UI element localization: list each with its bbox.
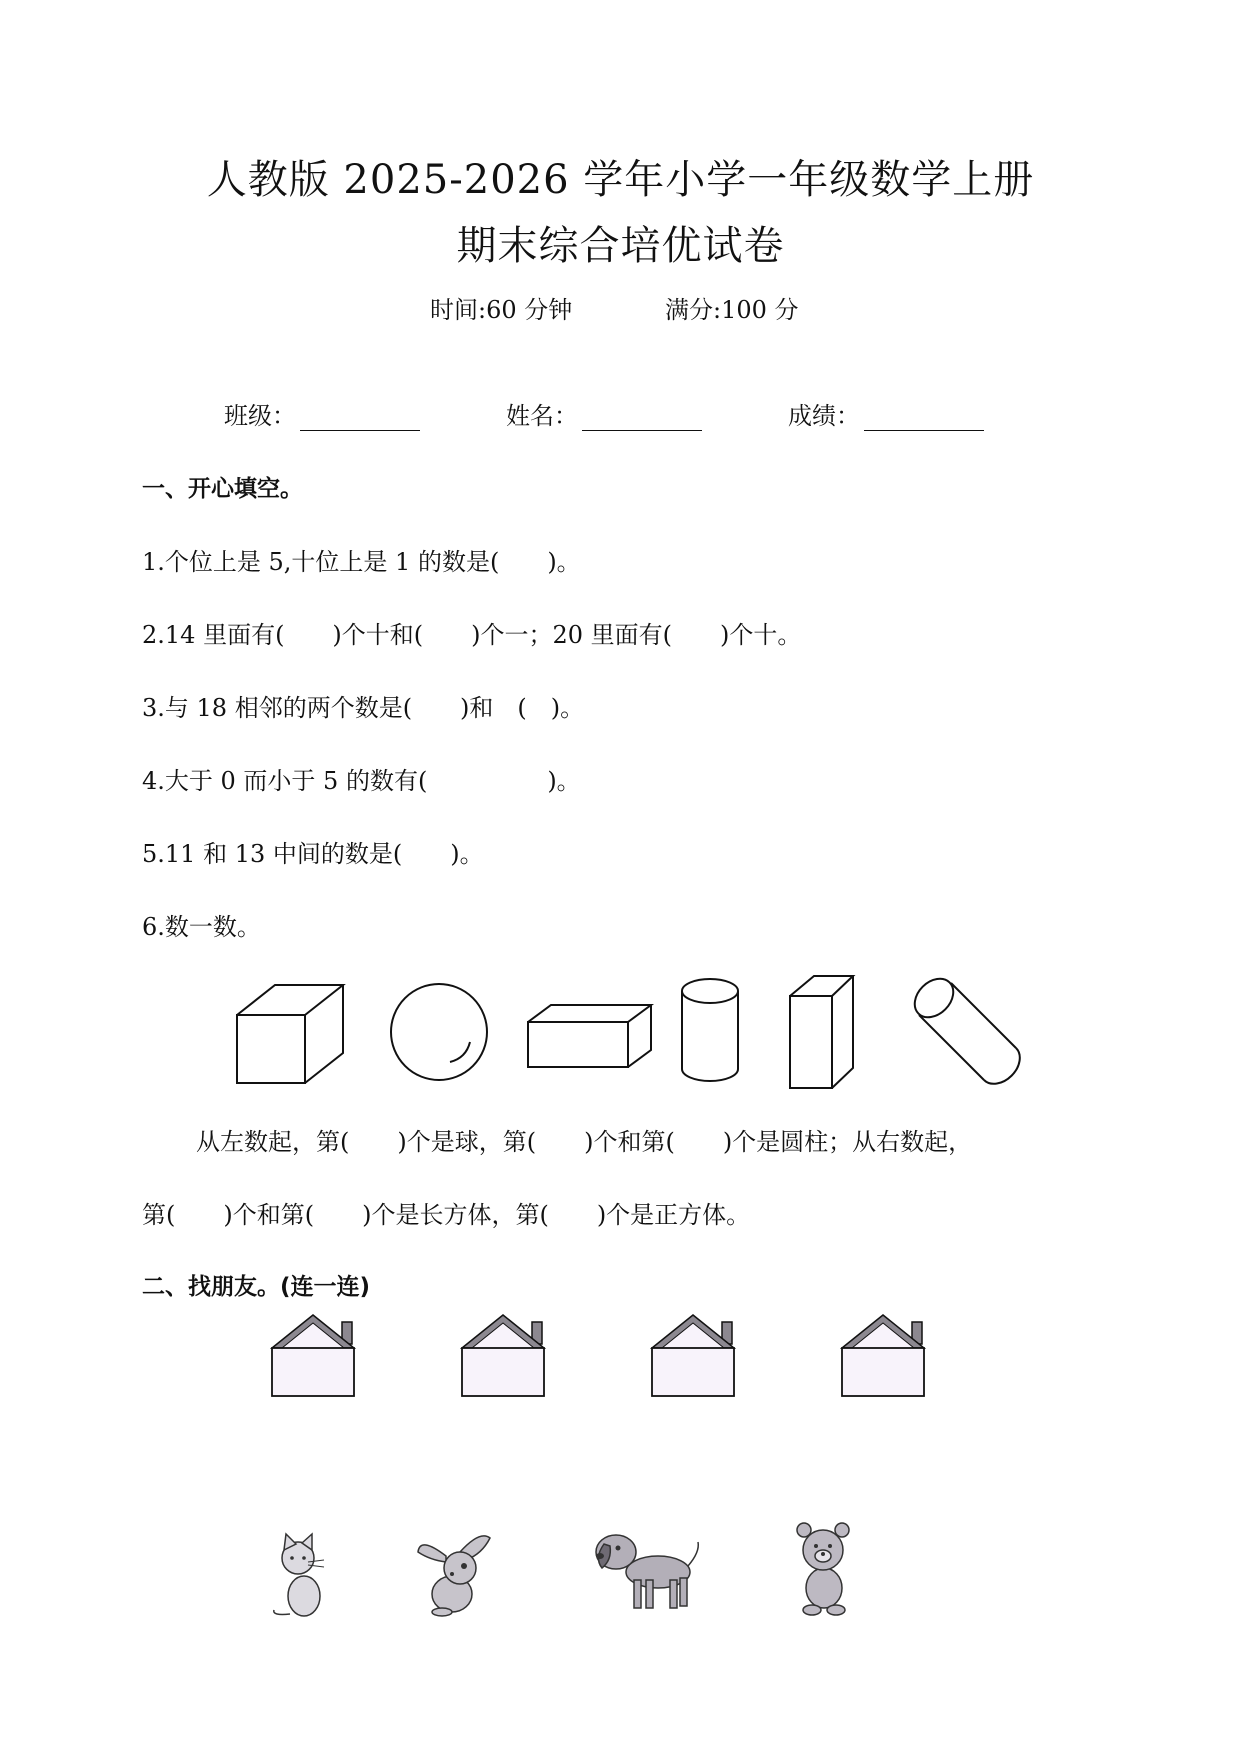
exam-time: 时间:60 分钟 bbox=[430, 296, 573, 324]
house-icon[interactable] bbox=[650, 1310, 742, 1400]
class-field[interactable] bbox=[224, 396, 420, 431]
bear-icon[interactable] bbox=[790, 1520, 856, 1618]
score-blank[interactable] bbox=[864, 404, 984, 431]
cuboid-tall-icon bbox=[785, 972, 861, 1092]
question-4: 4.大于 0 而小于 5 的数有( )。 bbox=[142, 767, 581, 795]
cat-icon[interactable] bbox=[268, 1530, 334, 1620]
house-icon[interactable] bbox=[460, 1310, 552, 1400]
class-blank[interactable] bbox=[300, 404, 420, 431]
section-2-heading: 二、找朋友。(连一连) bbox=[142, 1274, 371, 1300]
question-2: 2.14 里面有( )个十和( )个一；20 里面有( )个十。 bbox=[142, 621, 802, 649]
question-5: 5.11 和 13 中间的数是( )。 bbox=[142, 840, 484, 868]
sphere-icon bbox=[388, 980, 492, 1084]
cube-icon bbox=[230, 975, 360, 1090]
name-field[interactable] bbox=[506, 396, 702, 431]
cylinder-tilted-icon bbox=[906, 972, 1021, 1087]
house-icon[interactable] bbox=[840, 1310, 932, 1400]
cuboid-flat-icon bbox=[523, 1000, 655, 1072]
rabbit-icon[interactable] bbox=[416, 1526, 498, 1618]
question-6-line-1: 从左数起，第( )个是球，第( )个和第( )个是圆柱；从右数起， bbox=[196, 1128, 973, 1156]
section-1-heading: 一、开心填空。 bbox=[142, 476, 303, 502]
question-6-line-2: 第( )个和第( )个是长方体，第( )个是正方体。 bbox=[142, 1201, 751, 1229]
score-field[interactable] bbox=[788, 396, 984, 431]
cylinder-icon bbox=[676, 975, 746, 1087]
page-title: 人教版 2025-2026 学年小学一年级数学上册 bbox=[206, 157, 1035, 203]
name-label: 姓名： bbox=[506, 402, 578, 430]
question-1: 1.个位上是 5,十位上是 1 的数是( )。 bbox=[142, 548, 581, 576]
page-subtitle: 期末综合培优试卷 bbox=[456, 223, 785, 269]
exam-full-score: 满分:100 分 bbox=[665, 296, 799, 324]
score-label: 成绩： bbox=[788, 402, 860, 430]
question-6: 6.数一数。 bbox=[142, 913, 261, 941]
class-label: 班级： bbox=[224, 402, 296, 430]
name-blank[interactable] bbox=[582, 404, 702, 431]
house-icon[interactable] bbox=[270, 1310, 362, 1400]
dog-icon[interactable] bbox=[590, 1522, 704, 1614]
question-3: 3.与 18 相邻的两个数是( )和 ( )。 bbox=[142, 694, 585, 722]
